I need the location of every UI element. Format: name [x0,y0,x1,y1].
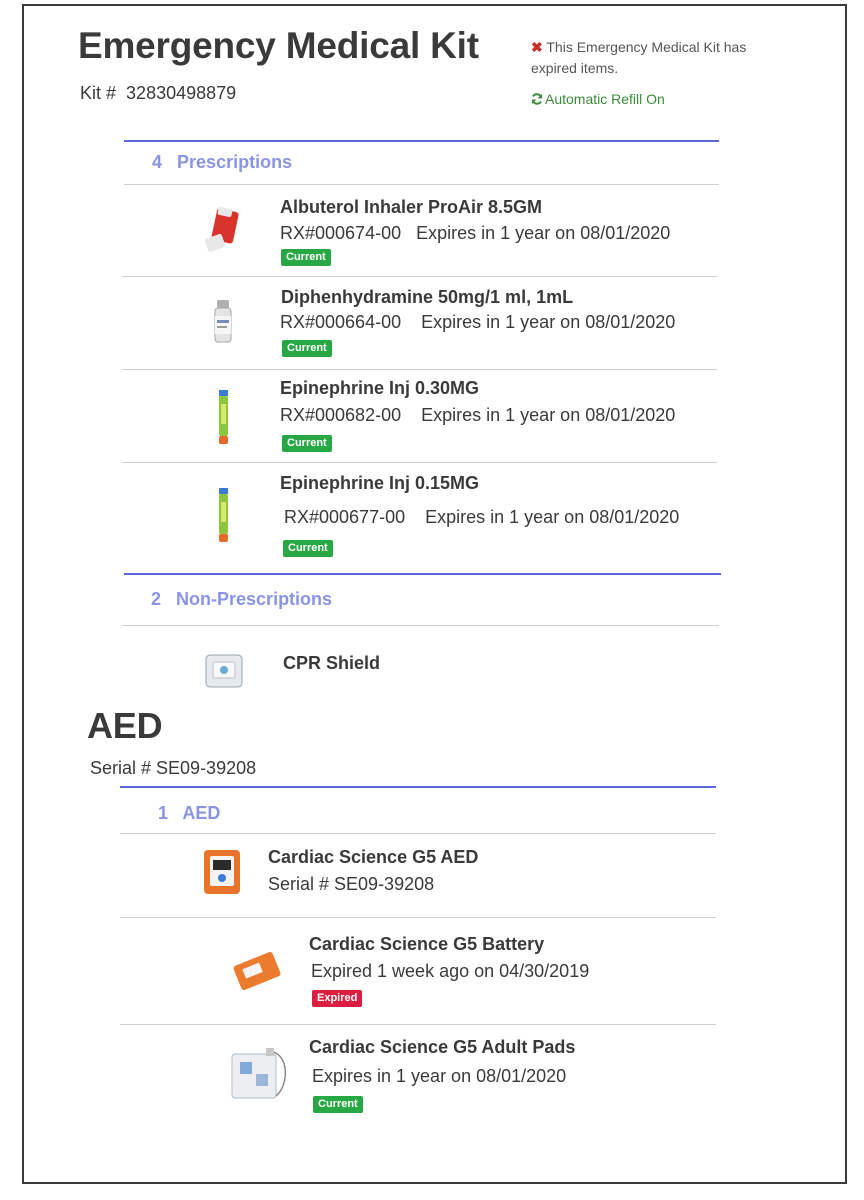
kit-number-line [80,83,236,104]
row-divider [122,276,717,277]
battery-image [230,950,284,994]
item-serial: Serial # SE09-39208 [268,874,435,894]
item-rx-expiry [280,223,670,244]
status-badge: Current [282,340,332,357]
section-header-prescriptions[interactable] [152,152,292,173]
section-divider [120,786,716,788]
item-expiry: Expired 1 week ago on 04/30/2019 [311,961,590,981]
epinephrine-pen-image [215,486,233,546]
section-divider [124,140,719,142]
auto-refill-status[interactable] [531,91,665,107]
section-count: 1 [158,803,169,823]
status-badge: Expired [312,990,362,1007]
item-name[interactable]: Epinephrine Inj 0.15MG [280,473,480,493]
item-expiry: Expires in 1 year on 08/01/2020 [425,507,680,527]
row-divider [120,1024,716,1025]
row-divider [122,369,717,370]
vial-image [210,298,236,346]
item-rx-number: RX#000664-00 [280,312,402,332]
auto-refill-label: Automatic Refill On [545,91,665,107]
page-title: Emergency Medical Kit [78,25,479,66]
row-divider [124,184,719,185]
item-name[interactable]: CPR Shield [283,653,381,673]
aed-serial-line: Serial # SE09-39208 [90,758,257,778]
inhaler-image [200,206,242,256]
section-label: Non-Prescriptions [176,589,333,609]
status-badge: Current [313,1096,363,1113]
section-count: 4 [152,152,163,172]
row-divider [120,917,716,918]
row-divider [122,462,717,463]
expired-notice [531,37,781,79]
item-rx-expiry [284,507,679,528]
cpr-shield-image [203,650,245,692]
section-header-non-prescriptions[interactable] [151,589,332,610]
row-divider [122,625,719,626]
item-name[interactable]: Cardiac Science G5 Battery [309,934,545,954]
item-expiry: Expires in 1 year on 08/01/2020 [416,223,671,243]
status-badge: Current [281,249,331,266]
aed-title: AED [87,705,163,746]
epinephrine-pen-image [215,388,233,448]
item-rx-expiry [280,312,675,333]
status-badge: Current [283,540,333,557]
item-rx-number: RX#000682-00 [280,405,402,425]
item-rx-expiry [280,405,675,426]
item-rx-number: RX#000674-00 [280,223,402,243]
item-name[interactable]: Diphenhydramine 50mg/1 ml, 1mL [281,287,574,307]
item-name[interactable]: Cardiac Science G5 Adult Pads [309,1037,576,1057]
item-expiry: Expires in 1 year on 08/01/2020 [421,405,676,425]
item-expiry: Expires in 1 year on 08/01/2020 [421,312,676,332]
section-count: 2 [151,589,162,609]
page-frame [22,4,847,1184]
item-rx-number: RX#000677-00 [284,507,406,527]
aed-device-image [202,848,242,896]
refresh-icon [531,93,543,105]
adult-pads-image [228,1044,292,1104]
item-name[interactable]: Epinephrine Inj 0.30MG [280,378,480,398]
kit-number-value: 32830498879 [126,83,237,103]
close-x-icon: ✖ [531,39,543,55]
item-expiry: Expires in 1 year on 08/01/2020 [312,1066,567,1086]
kit-number-label: Kit # [80,83,117,103]
section-header-aed[interactable] [158,803,220,824]
expired-notice-text: This Emergency Medical Kit has expired items. [531,39,747,76]
item-name[interactable]: Albuterol Inhaler ProAir 8.5GM [280,197,543,217]
row-divider [120,833,716,834]
status-badge: Current [282,435,332,452]
section-label: Prescriptions [177,152,293,172]
item-name[interactable]: Cardiac Science G5 AED [268,847,479,867]
section-label: AED [182,803,221,823]
section-divider [124,573,721,575]
